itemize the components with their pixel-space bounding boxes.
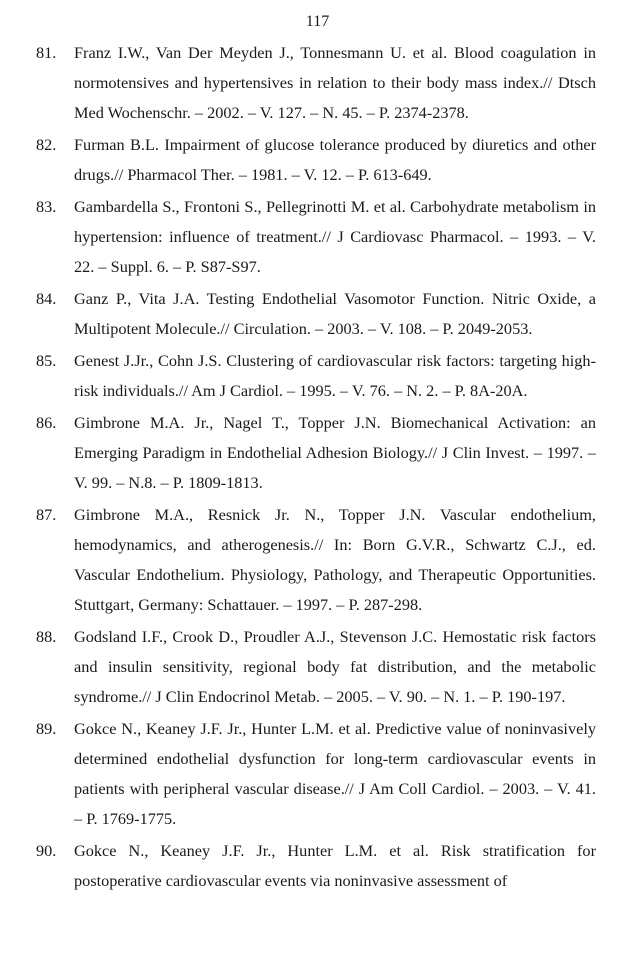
reference-item <box>36 836 596 896</box>
page-number: 117 <box>305 13 330 30</box>
reference-text: Gimbrone M.A. Jr., Nagel T., Topper J.N. Biomechanical Activation: an Emerging Paradigm in Endothelial Adhesion Biology.// J Clin Invest. – 1997. – V. 99. – N.8. – P. 1809-1813. <box>74 413 596 492</box>
reference-item <box>36 408 596 498</box>
reference-text: Godsland I.F., Crook D., Proudler A.J., Stevenson J.C. Hemostatic risk factors and insulin sensitivity, regional body fat distribution, and the metabolic syndrome.// J Clin Endocrinol Metab. – 2005. – V. 90. – N. 1. – P. 190-197. <box>74 627 596 706</box>
reference-item <box>36 284 596 344</box>
reference-number: 84. <box>36 289 57 308</box>
reference-item <box>36 500 596 620</box>
reference-number: 86. <box>36 413 57 432</box>
reference-text: Gokce N., Keaney J.F. Jr., Hunter L.M. et al. Predictive value of noninvasively determined endothelial dysfunction for long-term cardiovascular events in patients with peripheral vascular disease.// J Am Coll Cardiol. – 2003. – V. 41. – P. 1769-1775. <box>74 719 596 828</box>
reference-number: 82. <box>36 135 57 154</box>
reference-item <box>36 130 596 190</box>
reference-text: Gokce N., Keaney J.F. Jr., Hunter L.M. et al. Risk stratification for postoperative cardiovascular events via noninvasive assessment of <box>74 841 596 890</box>
reference-number: 83. <box>36 197 57 216</box>
reference-text: Genest J.Jr., Cohn J.S. Clustering of cardiovascular risk factors: targeting high-risk individuals.// Am J Cardiol. – 1995. – V. 76. – N. 2. – P. 8A-20A. <box>74 351 596 400</box>
reference-item <box>36 38 596 128</box>
reference-number: 88. <box>36 627 57 646</box>
reference-number: 85. <box>36 351 57 370</box>
reference-text: Ganz P., Vita J.A. Testing Endothelial Vasomotor Function. Nitric Oxide, a Multipotent Molecule.// Circulation. – 2003. – V. 108. – P. 2049-2053. <box>74 289 596 338</box>
reference-number: 89. <box>36 719 57 738</box>
reference-item <box>36 192 596 282</box>
reference-number: 81. <box>36 43 57 62</box>
reference-text: Franz I.W., Van Der Meyden J., Tonnesmann U. et al. Blood coagulation in normotensives and hypertensives in relation to their body mass index.// Dtsch Med Wochenschr. – 2002. – V. 127. – N. 45. – P. 2374-2378. <box>74 43 596 122</box>
reference-item <box>36 346 596 406</box>
reference-text: Furman B.L. Impairment of glucose tolerance produced by diuretics and other drugs.// Pharmacol Ther. – 1981. – V. 12. – P. 613-649. <box>74 135 596 184</box>
reference-number: 87. <box>36 505 57 524</box>
reference-text: Gambardella S., Frontoni S., Pellegrinotti M. et al. Carbohydrate metabolism in hypertension: influence of treatment.// J Cardiovasc Pharmacol. – 1993. – V. 22. – Suppl. 6. – P. S87-S97. <box>74 197 596 276</box>
reference-item <box>36 714 596 834</box>
reference-list <box>36 38 596 898</box>
reference-item <box>36 622 596 712</box>
reference-text: Gimbrone M.A., Resnick Jr. N., Topper J.N. Vascular endothelium, hemodynamics, and atherogenesis.// In: Born G.V.R., Schwartz C.J., ed. Vascular Endothelium. Physiology, Pathology, and Therapeutic Opportunities. Stuttgart, Germany: Schattauer. – 1997. – P. 287-298. <box>74 505 596 614</box>
reference-number: 90. <box>36 841 57 860</box>
